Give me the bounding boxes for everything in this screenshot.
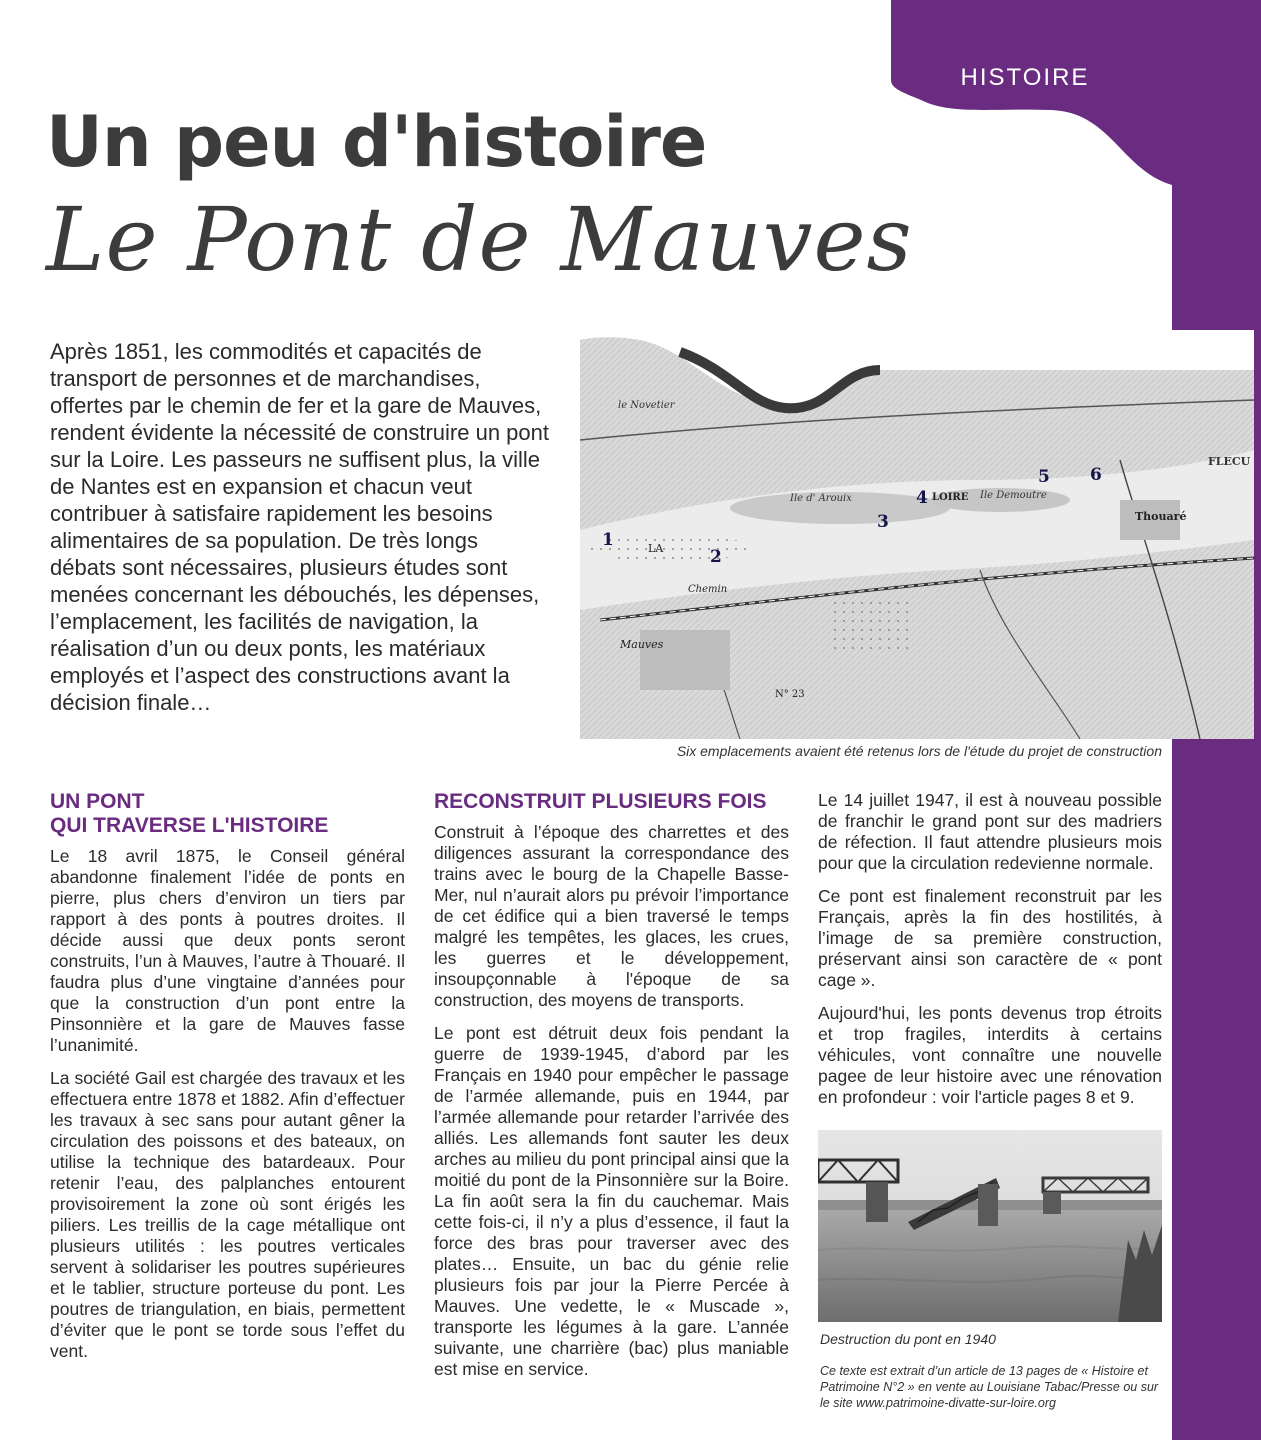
column-left xyxy=(50,790,405,1374)
page-title: Un peu d'histoire xyxy=(46,101,707,183)
map-label-ile-demoutre: Ile Demoutre xyxy=(980,490,1047,501)
map-label-ile-arouix: Ile d' Arouix xyxy=(790,493,852,504)
col3-paragraph-3: Aujourd'hui, les ponts devenus trop étroits et trop fragiles, interdits à certains véhicules, vont connaître une nouvelle pagee de leur histoire avec une rénovation en profondeur : voir l'article pages 8 et 9. xyxy=(818,1003,1162,1107)
map-label-chemin: Chemin xyxy=(688,584,728,595)
map-caption: Six emplacements avaient été retenus lors de l'étude du projet de construction xyxy=(676,743,1162,759)
col3-paragraph-1: Le 14 juillet 1947, il est à nouveau possible de franchir le grand pont sur des madriers de réfection. Il faut attendre plusieurs mois pour que la circulation redevienne normale. xyxy=(818,790,1162,873)
column-middle xyxy=(434,790,789,1392)
map-label-n23: N° 23 xyxy=(775,689,805,700)
col2-paragraph-2: Le pont est détruit deux fois pendant la guerre de 1939-1945, d’abord par les Français en 1940 pour empêcher le passage de l’armée allemande, puis en 1944, par l’armée allemande pour retarder l’arrivée des alliés. Les allemands font sauter les deux arches au milieu du pont principal ainsi que la moitié du pont de la Pinsonnière sur la Boire. La fin août sera la fin du cauchemar. Mais cette fois-ci, il n’y a plus d’essence, il faut la force des bras pour traverser avec des plates… Ensuite, un bac du génie relie plusieurs fois par jour la Pierre Percée à Mauves. Une vedette, le « Muscade », transporte les légumes à la gare. L’année suivante, une charrière (bac) plus maniable est mise en service. xyxy=(434,1023,789,1379)
map-label-thouare: Thouaré xyxy=(1135,510,1187,523)
map-marker-6: 6 xyxy=(1090,465,1102,485)
tab-shape xyxy=(891,0,1172,185)
intro-paragraph: Après 1851, les commodités et capacités de transport de personnes et de marchandises, offertes par le chemin de fer et la gare de Mauves, rendent évidente la nécessité de construire un pont sur la Loire. Les passeurs ne suffisent plus, la ville de Nantes est en expansion et chacun veut contribuer à satisfaire rapidement les besoins alimentaires de sa population. De très longs débats sont nécessaires, plusieurs études sont menées concernant les débouchés, les dépenses, l’emplacement, les facilités de navigation, la réalisation d’un ou deux ponts, les matériaux employés et l’aspect des constructions avant la décision finale… xyxy=(50,339,549,715)
map-label-loire: LOIRE xyxy=(932,492,969,503)
map-marker-4: 4 xyxy=(916,488,928,508)
col1-paragraph-1: Le 18 avril 1875, le Conseil général abandonne finalement l’idée de ponts en pierre, plus chers d’environ un tiers par rapport à des ponts à poutres droites. Il décide aussi que deux ponts seront construits, l’un à Mauves, l’autre à Thouaré. Il faudra plus d’une vingtaine d’années pour que la construction d’un pont entre la Pinsonnière et la gare de Mauves fasse l’unanimité. xyxy=(50,846,405,1055)
heading-line-2: QUI TRAVERSE L'HISTOIRE xyxy=(50,814,329,837)
heading-line-1: UN PONT xyxy=(50,790,145,813)
map-label-novetier: le Novetier xyxy=(618,400,675,411)
map-label-la: LA xyxy=(648,542,664,555)
map-marker-2: 2 xyxy=(710,547,722,567)
page-subtitle: Le Pont de Mauves xyxy=(46,188,913,291)
col2-paragraph-1: Construit à l’époque des charrettes et des diligences assurant la correspondance des trains avec le bourg de la Chapelle Basse-Mer, nul n’aurait alors pu prévoir l’importance de cet édifice qui a bien traversé le temps malgré les tempêtes, les glaces, les crues, les guerres et le développement, insoupçonnable à l'époque de sa construction, des moyens de transports. xyxy=(434,822,789,1010)
section-heading-un-pont xyxy=(50,790,405,838)
column-right xyxy=(818,790,1162,1120)
section-heading-reconstruit: RECONSTRUIT PLUSIEURS FOIS xyxy=(434,790,767,813)
map-marker-1: 1 xyxy=(602,530,614,550)
historic-map xyxy=(580,330,1254,739)
map-label-flecu: FLECU xyxy=(1208,455,1251,468)
map-image xyxy=(580,330,1254,739)
bridge-photo-image xyxy=(818,1130,1162,1322)
photo-caption: Destruction du pont en 1940 xyxy=(820,1331,996,1347)
section-tab xyxy=(891,0,1172,185)
bridge-photo xyxy=(818,1130,1162,1322)
tab-label: HISTOIRE xyxy=(960,64,1090,91)
col1-paragraph-2: La société Gail est chargée des travaux et les effectuera entre 1878 et 1882. Afin d’effectuer les travaux à sec sans pour autant gêner la circulation des poissons et des bateaux, on utilise la technique des batardeaux. Pour retenir l’eau, des palplanches entourent provisoirement la zone où sont érigés les piliers. Les treillis de la cage métallique ont plusieurs utilités : les poutres verticales servent à solidariser les poutres supérieures et le tablier, structure porteuse du pont. Les poutres de triangulation, en biais, permettent d’éviter que le pont se torde sous l’effet du vent. xyxy=(50,1068,405,1361)
map-marker-3: 3 xyxy=(877,512,889,532)
source-footnote: Ce texte est extrait d’un article de 13 pages de « Histoire et Patrimoine N°2 » en vente au Louisiane Tabac/Presse ou sur le site www.patrimoine-divatte-sur-loire.org xyxy=(820,1364,1159,1410)
map-marker-5: 5 xyxy=(1038,467,1050,487)
col3-paragraph-2: Ce pont est finalement reconstruit par les Français, après la fin des hostilités, à l’image de sa première construction, préservant ainsi son caractère de « pont cage ». xyxy=(818,886,1162,990)
map-label-mauves: Mauves xyxy=(620,638,664,651)
